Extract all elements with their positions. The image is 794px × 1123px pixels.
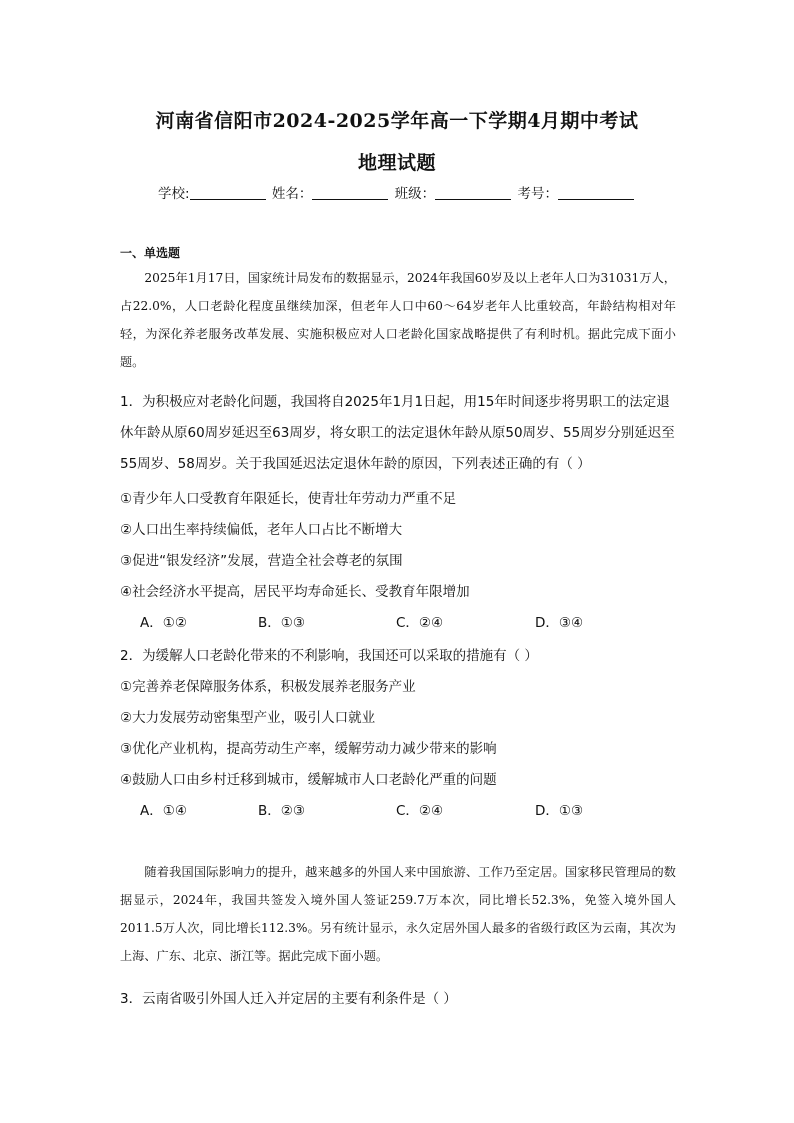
question-2-choice-b[interactable]: B．②③	[258, 803, 305, 819]
name-label: 姓名：	[271, 186, 313, 202]
exam-subtitle: 地理试题	[357, 152, 436, 174]
question-1-choice-b[interactable]: B．①③	[258, 615, 305, 631]
question-2-item-3: ③优化产业机构，提高劳动生产率，缓解劳动力减少带来的影响	[120, 741, 497, 757]
school-label: 学校:	[158, 186, 190, 202]
student-info-line	[0, 182, 794, 202]
question-2-item-2: ②大力发展劳动密集型产业，吸引人口就业	[120, 710, 376, 726]
question-2-item-4: ④鼓励人口由乡村迁移到城市，缓解城市人口老龄化严重的问题	[120, 772, 497, 788]
reading-passage-2: 随着我国国际影响力的提升，越来越多的外国人来中国旅游、工作乃至定居。国家移民管理局的数据显示，2024年，我国共签发入境外国人签证259.7万本次，同比增长52.3%，免签入境外国人2011.5万人次，同比增长112.3%。另有统计显示，永久定居外国人最多的省级行政区为云南，其次为上海、广东、北京、浙江等。据此完成下面小题。	[120, 865, 676, 963]
reading-passage-1: 2025年1月17日，国家统计局发布的数据显示，2024年我国60岁及以上老年人口为31031万人，占22.0%，人口老龄化程度虽继续加深，但老年人口中60～64岁老年人比重较高，年龄结构相对年轻，为深化养老服务改革发展、实施积极应对人口老龄化国家战略提供了有利时机。据此完成下面小题。	[120, 271, 676, 369]
question-2-choice-d[interactable]: D．①③	[535, 803, 584, 819]
question-1-item-3: ③促进“银发经济”发展，营造全社会尊老的氛围	[120, 553, 403, 569]
section-heading: 一、单选题	[120, 246, 181, 260]
question-1-stem: 1．为积极应对老龄化问题，我国将自2025年1月1日起，用15年时间逐步将男职工的法定退休年龄从原60周岁延迟至63周岁，将女职工的法定退休年龄从原50周岁、55周岁分别延迟至55周岁、58周岁。关于我国延迟法定退休年龄的原因，下列表述正确的有（ ）	[120, 394, 675, 472]
class-label: 班级：	[394, 186, 436, 202]
question-3-stem: 3．云南省吸引外国人迁入并定居的主要有利条件是（ ）	[120, 991, 457, 1007]
exam-no-blank	[558, 187, 634, 200]
question-1-choice-d[interactable]: D．③④	[535, 615, 584, 631]
exam-title: 河南省信阳市2024-2025学年高一下学期4月期中考试	[155, 110, 639, 132]
school-blank	[190, 187, 266, 200]
name-blank	[312, 187, 388, 200]
question-1-choice-a[interactable]: A．①②	[140, 615, 187, 631]
class-blank	[435, 187, 511, 200]
exam-no-label: 考号：	[517, 186, 558, 202]
question-2-choice-a[interactable]: A．①④	[140, 803, 187, 819]
question-2-choice-c[interactable]: C．②④	[396, 803, 444, 819]
question-1-choice-c[interactable]: C．②④	[396, 615, 444, 631]
question-1-item-2: ②人口出生率持续偏低，老年人口占比不断增大	[120, 522, 403, 538]
question-1-item-1: ①青少年人口受教育年限延长，使青壮年劳动力严重不足	[120, 491, 457, 507]
question-2-stem: 2．为缓解人口老龄化带来的不利影响，我国还可以采取的措施有（ ）	[120, 648, 538, 664]
question-2-item-1: ①完善养老保障服务体系，积极发展养老服务产业	[120, 679, 416, 695]
question-1-item-4: ④社会经济水平提高，居民平均寿命延长、受教育年限增加	[120, 584, 470, 600]
